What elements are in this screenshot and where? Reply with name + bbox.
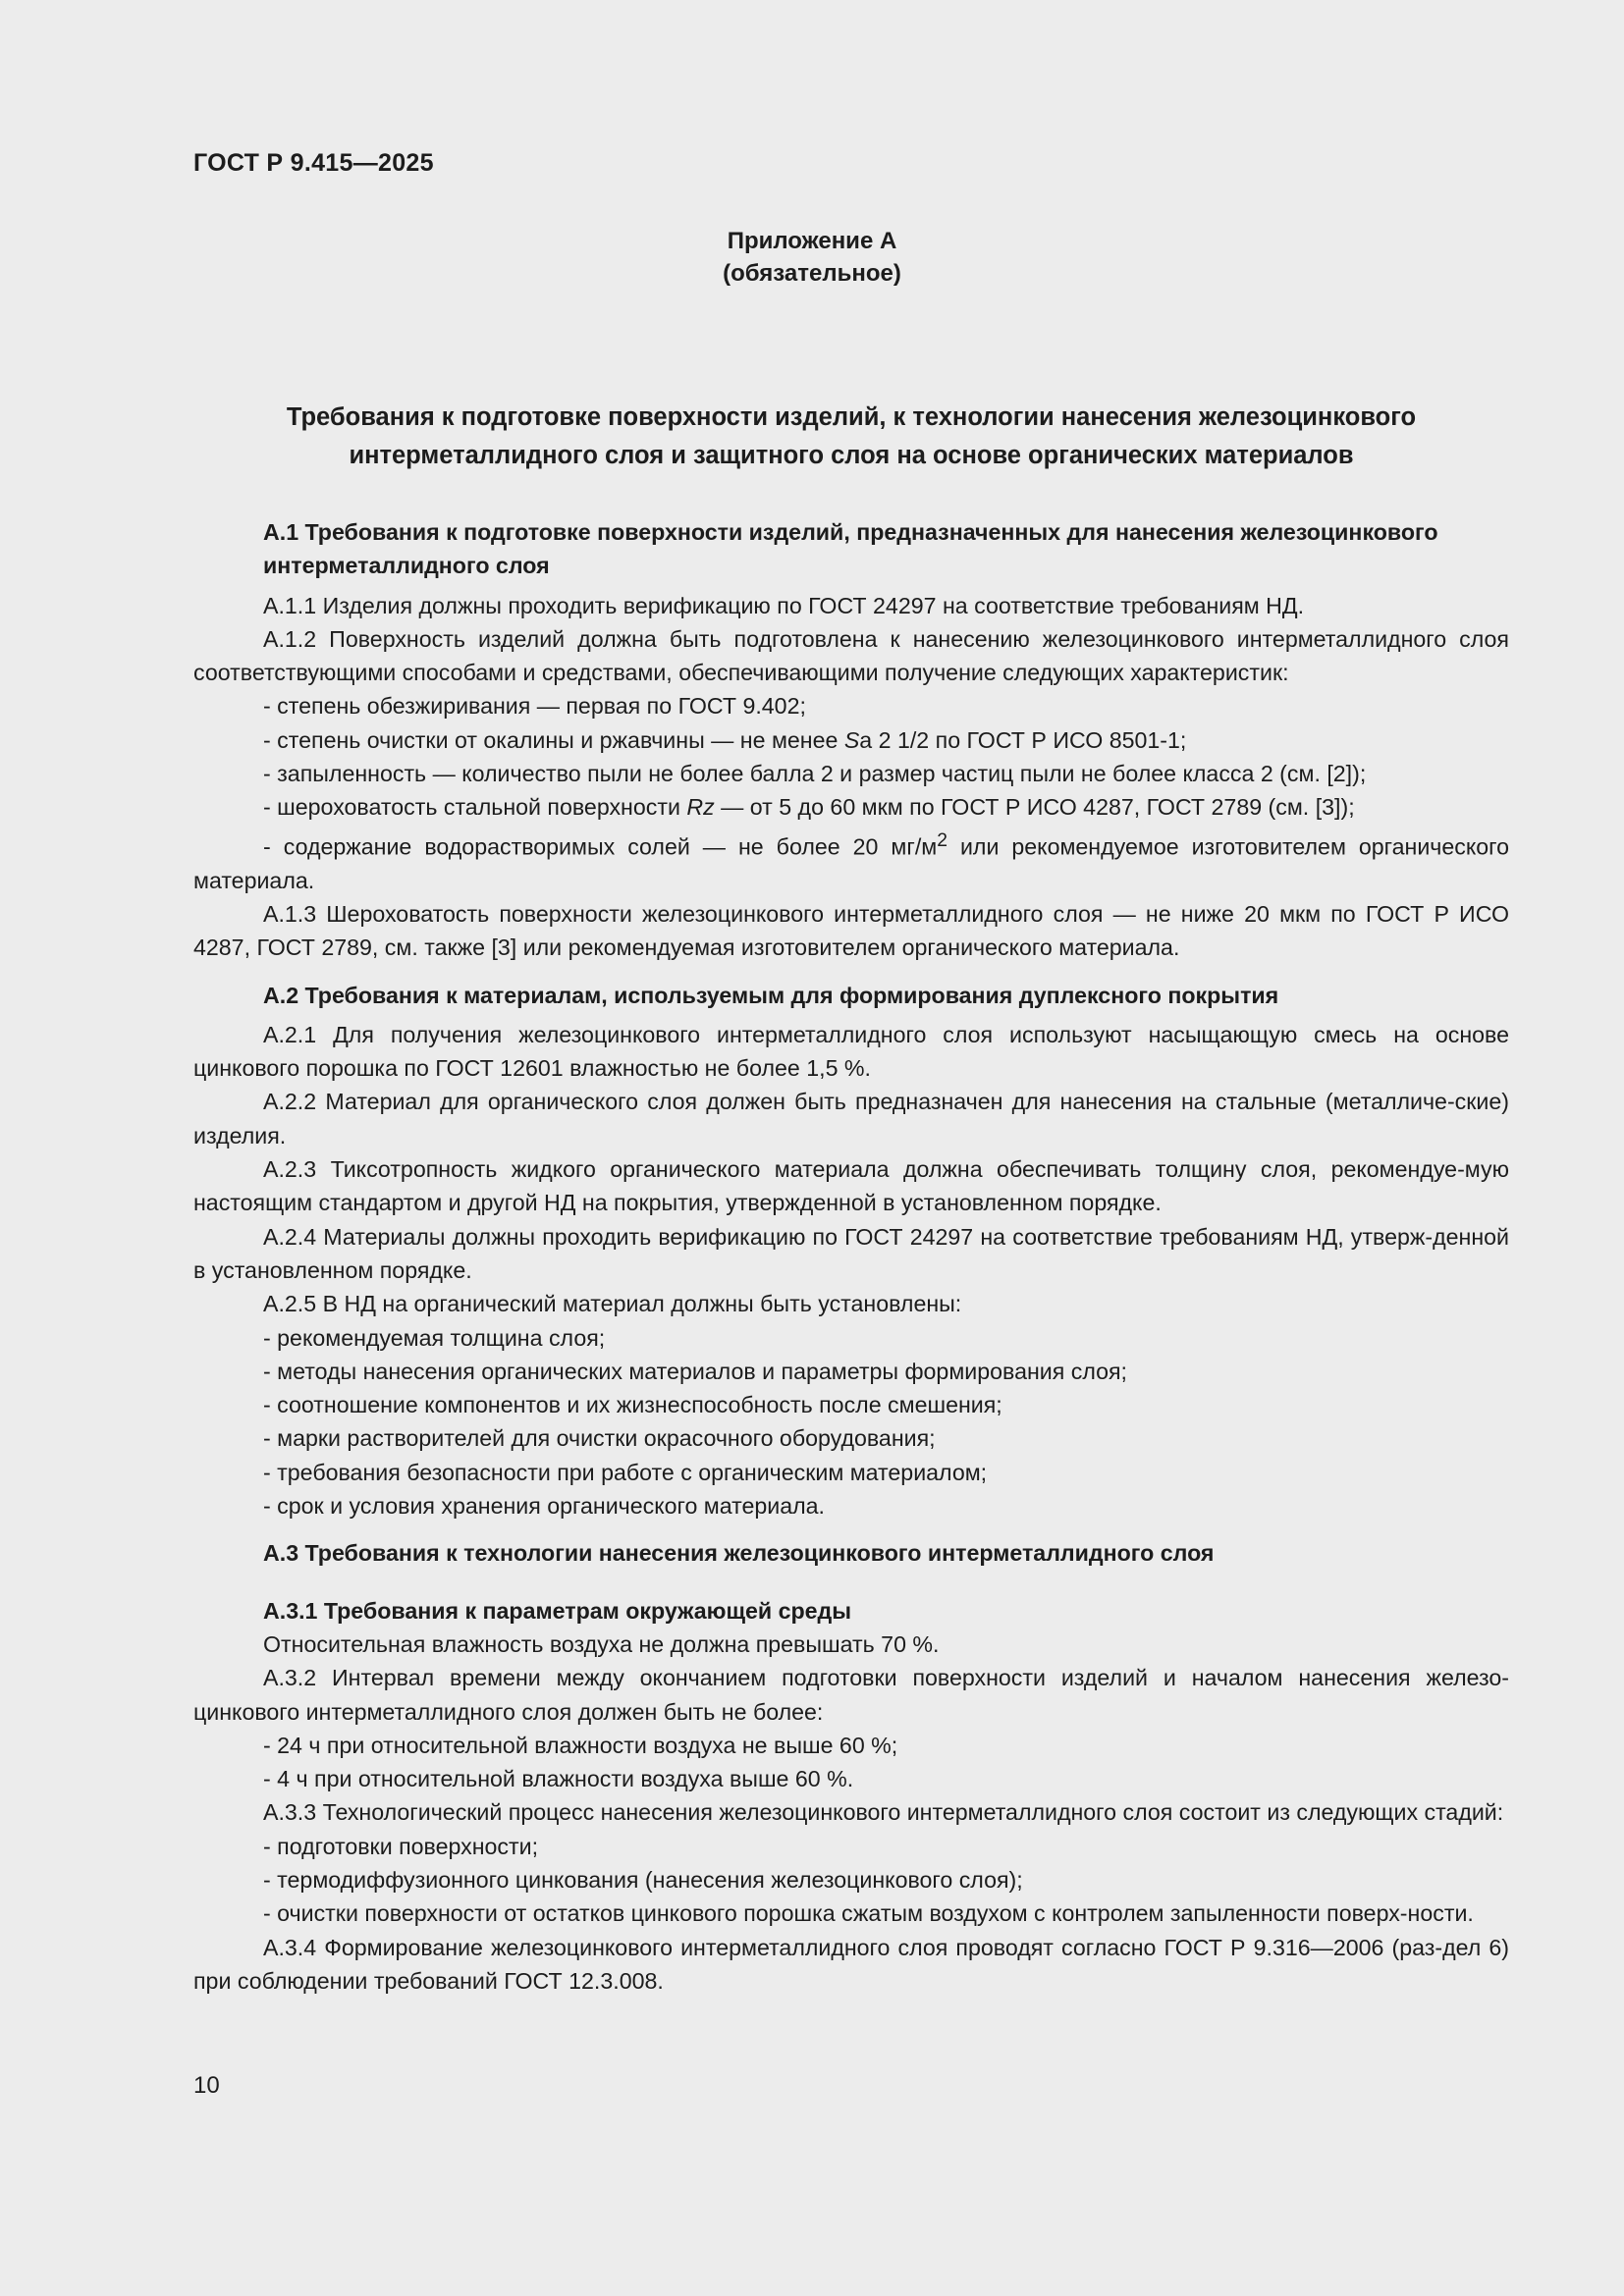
list-item: - запыленность — количество пыли не более балла 2 и размер частиц пыли не более класса 2 (см. [2]); bbox=[263, 761, 1367, 787]
list-item: - степень обезжиривания — первая по ГОСТ 9.402; bbox=[263, 693, 806, 720]
annex-heading bbox=[0, 225, 1624, 290]
subsection-heading-a3-1: А.3.1 Требования к параметрам окружающей среды bbox=[263, 1597, 852, 1624]
paragraph-a3-1: Относительная влажность воздуха не должна превышать 70 %. bbox=[263, 1630, 940, 1657]
paragraph-a2-2: А.2.2 Материал для органического слоя должен быть предназначен для нанесения на стальные (металличе-ские) изделия. bbox=[193, 1089, 1509, 1148]
list-item: - марки растворителей для очистки окрасочного оборудования; bbox=[263, 1425, 936, 1452]
annex-label: Приложение А bbox=[727, 228, 897, 254]
annex-status: (обязательное) bbox=[723, 260, 901, 287]
section-heading-a2: А.2 Требования к материалам, используемым для формирования дуплексного покрытия bbox=[263, 982, 1279, 1008]
list-item: - шероховатость стальной поверхности Rz — от 5 до 60 мкм по ГОСТ Р ИСО 4287, ГОСТ 2789 (см. [3]); bbox=[263, 794, 1355, 821]
document-code-header: ГОСТ Р 9.415—2025 bbox=[193, 149, 434, 177]
paragraph-a2-4: А.2.4 Материалы должны проходить верификацию по ГОСТ 24297 на соответствие требованиям НД, утверж-денной в установленном порядке. bbox=[193, 1223, 1509, 1283]
list-item: - содержание водорастворимых солей — не более 20 $мг/м^2$ или рекомендуемое изготовителем органического материала. bbox=[193, 829, 1509, 893]
list-item: - рекомендуемая толщина слоя; bbox=[263, 1324, 606, 1351]
section-heading-a3: А.3 Требования к технологии нанесения железоцинкового интерметаллидного слоя bbox=[263, 1540, 1215, 1567]
list-item: - 4 ч при относительной влажности воздуха выше 60 %. bbox=[263, 1766, 854, 1792]
list-item: - требования безопасности при работе с органическим материалом; bbox=[263, 1459, 988, 1485]
list-item: - методы нанесения органических материалов и параметры формирования слоя; bbox=[263, 1358, 1128, 1384]
paragraph-a3-3: А.3.3 Технологический процесс нанесения железоцинкового интерметаллидного слоя состоит из следующих стадий: bbox=[263, 1799, 1504, 1826]
paragraph-a1-1: А.1.1 Изделия должны проходить верификацию по ГОСТ 24297 на соответствие требованиям НД. bbox=[263, 592, 1305, 618]
section-heading-a1: А.1 Требования к подготовке поверхности изделий, предназначенных для нанесения железоцинкового интерметаллидного слоя bbox=[263, 519, 1438, 579]
paragraph-a3-2: А.3.2 Интервал времени между окончанием подготовки поверхности изделий и началом нанесения железо-цинкового интерметаллидного слоя должен быть не более: bbox=[193, 1665, 1509, 1725]
paragraph-a2-5: А.2.5 В НД на органический материал должны быть установлены: bbox=[263, 1291, 962, 1317]
list-item: - термодиффузионного цинкования (нанесения железоцинкового слоя); bbox=[263, 1867, 1023, 1894]
paragraph-a2-3: А.2.3 Тиксотропность жидкого органического материала должна обеспечивать толщину слоя, рекомендуе-мую настоящим стандартом и другой НД на покрытия, утвержденной в установленном порядке. bbox=[193, 1156, 1509, 1216]
paragraph-a3-4: А.3.4 Формирование железоцинкового интерметаллидного слоя проводят согласно ГОСТ Р 9.316—2006 (раз-дел 6) при соблюдении требований ГОСТ 12.3.008. bbox=[193, 1934, 1509, 1994]
paragraph-a2-1: А.2.1 Для получения железоцинкового интерметаллидного слоя используют насыщающую смесь на основе цинкового порошка по ГОСТ 12601 влажностью не более 1,5 %. bbox=[193, 1021, 1509, 1082]
list-item: - степень очистки от окалины и ржавчины — не менее Sа 2 1/2 по ГОСТ Р ИСО 8501-1; bbox=[263, 726, 1187, 753]
list-item: - очистки поверхности от остатков цинкового порошка сжатым воздухом с контролем запыленности поверх-ности. bbox=[263, 1900, 1474, 1927]
list-item: - срок и условия хранения органического материала. bbox=[263, 1493, 825, 1520]
paragraph-a1-3: А.1.3 Шероховатость поверхности железоцинкового интерметаллидного слоя — не ниже 20 мкм по ГОСТ Р ИСО 4287, ГОСТ 2789, см. также [3] или рекомендуемая изготовителем органического материала. bbox=[193, 901, 1509, 961]
document-body bbox=[193, 515, 1509, 1998]
paragraph-a1-2: А.1.2 Поверхность изделий должна быть подготовлена к нанесению железоцинкового интерметаллидного слоя соответствующими способами и средствами, обеспечивающими получение следующих характеристик: bbox=[193, 625, 1509, 686]
list-item: - соотношение компонентов и их жизнеспособность после смешения; bbox=[263, 1392, 1002, 1418]
list-item: - 24 ч при относительной влажности воздуха не выше 60 %; bbox=[263, 1732, 898, 1758]
list-item: - подготовки поверхности; bbox=[263, 1833, 539, 1859]
page-number: 10 bbox=[193, 2072, 220, 2099]
annex-title: Требования к подготовке поверхности изделий, к технологии нанесения железоцинкового интерметаллидного слоя и защитного слоя на основе органических материалов bbox=[286, 403, 1417, 469]
